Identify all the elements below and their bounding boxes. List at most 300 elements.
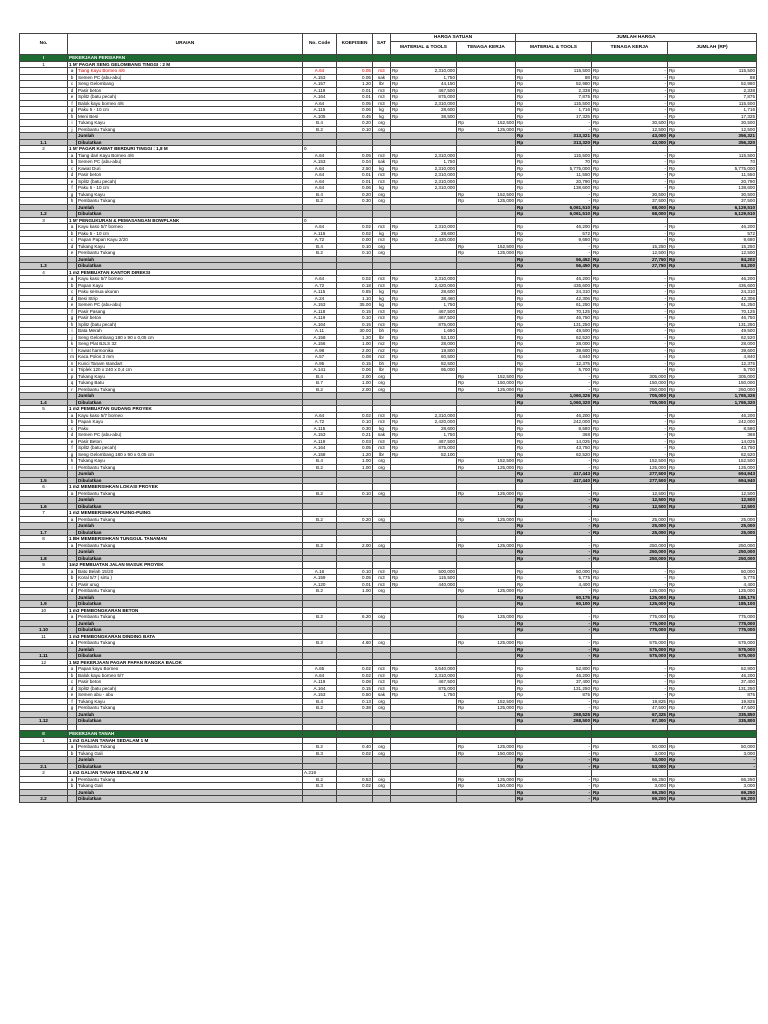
amount: 125,000 bbox=[649, 464, 666, 470]
item-description: Pasir Beton bbox=[77, 438, 303, 445]
currency-label: Rp bbox=[392, 451, 398, 457]
amount: 775,000 bbox=[649, 614, 666, 619]
item-code: A.98 bbox=[303, 347, 337, 354]
amount: 70 bbox=[749, 159, 756, 164]
currency-label: Rp bbox=[669, 438, 675, 444]
currency-label: Rp bbox=[593, 419, 599, 424]
currency-label: Rp bbox=[517, 692, 523, 697]
currency-label: Rp bbox=[517, 237, 523, 242]
amount: 30,500 bbox=[651, 120, 666, 125]
currency-label: Rp bbox=[593, 425, 599, 431]
amount: 12,500 bbox=[651, 250, 666, 255]
amount: 250,000 bbox=[738, 549, 756, 554]
currency-label: Rp bbox=[517, 776, 523, 782]
sub-jumlah bbox=[668, 601, 757, 608]
hs-tenaga bbox=[457, 588, 516, 595]
currency-label: Rp bbox=[517, 302, 523, 307]
currency-label: Rp bbox=[392, 185, 398, 190]
item-koefisien: 0.01 bbox=[337, 87, 373, 94]
item-code: B.4 bbox=[303, 698, 337, 705]
amount: 19,825 bbox=[740, 698, 756, 704]
amount: 43,750 bbox=[740, 445, 756, 450]
section-number: II bbox=[20, 731, 68, 738]
amount: 4,840 bbox=[578, 354, 590, 359]
amount: 37,400 bbox=[575, 679, 590, 684]
item-code: A.64 bbox=[303, 100, 337, 107]
item-description: Balok kayu borneo 4/6 bbox=[77, 100, 303, 107]
item-satuan: org bbox=[373, 490, 391, 497]
currency-label: Rp bbox=[669, 113, 675, 119]
group-number: 2 bbox=[20, 146, 68, 153]
sub-tenaga bbox=[592, 263, 668, 270]
currency-label: Rp bbox=[458, 126, 464, 132]
currency-label: Rp bbox=[517, 68, 523, 73]
item-koefisien: 0.10 bbox=[337, 490, 373, 497]
currency-label: Rp bbox=[392, 152, 398, 158]
item-letter: j bbox=[68, 126, 77, 133]
amount: 150,000 bbox=[738, 380, 756, 385]
currency-label: Rp bbox=[517, 568, 523, 574]
amount: 150,000 bbox=[497, 783, 514, 788]
currency-label: Rp bbox=[593, 477, 600, 483]
currency-label: Rp bbox=[517, 698, 523, 704]
item-satuan: kg bbox=[373, 165, 391, 172]
currency-label: Rp bbox=[669, 341, 675, 346]
amount: 12,500 bbox=[651, 490, 666, 496]
amount: - bbox=[664, 308, 666, 314]
amount: 4,400 bbox=[743, 581, 756, 587]
currency-label: Rp bbox=[669, 705, 675, 710]
amount: 84,200 bbox=[740, 263, 756, 268]
currency-label: Rp bbox=[458, 705, 464, 710]
currency-label: Rp bbox=[517, 425, 523, 431]
sub-number: 2.2 bbox=[20, 796, 68, 803]
item-code: A.158 bbox=[303, 334, 337, 341]
amount: 2,310,000 bbox=[434, 224, 455, 229]
amount: 84,202 bbox=[740, 256, 756, 262]
currency-label: Rp bbox=[593, 451, 599, 457]
currency-label: Rp bbox=[593, 373, 599, 379]
item-code: A.115 bbox=[303, 230, 337, 237]
jh-tenaga-header: TENAGA KERJA bbox=[592, 42, 668, 55]
currency-label: Rp bbox=[517, 120, 523, 125]
amount: 17,325 bbox=[575, 113, 590, 119]
amount: 50,000 bbox=[740, 744, 756, 749]
item-koefisien: 0.02 bbox=[337, 412, 373, 419]
amount: 43,750 bbox=[575, 445, 590, 450]
amount: 152,500 bbox=[497, 698, 514, 704]
item-description: Pasir Pasang bbox=[77, 308, 303, 315]
amount: 417,443 bbox=[573, 471, 590, 476]
amount: 250,000 bbox=[649, 542, 666, 548]
currency-label: Rp bbox=[517, 588, 523, 593]
currency-label: Rp bbox=[669, 711, 676, 717]
item-koefisien: 0.02 bbox=[337, 230, 373, 237]
sub-jumlah bbox=[668, 718, 757, 725]
item-satuan: m3 bbox=[373, 685, 391, 692]
amount: 19,800 bbox=[440, 347, 455, 353]
currency-label: Rp bbox=[593, 471, 600, 476]
amount: 2,310,000 bbox=[434, 172, 455, 177]
currency-label: Rp bbox=[593, 685, 599, 691]
currency-label: Rp bbox=[517, 490, 523, 496]
group-number: 12 bbox=[20, 659, 68, 666]
currency-label: Rp bbox=[517, 620, 524, 626]
item-description: Tukang Batu bbox=[77, 380, 303, 387]
sub-label: Dibulatkan bbox=[77, 555, 303, 562]
item-satuan: kg bbox=[373, 302, 391, 309]
currency-label: Rp bbox=[593, 126, 599, 132]
item-koefisien: 0.05 bbox=[337, 575, 373, 582]
currency-label: Rp bbox=[517, 159, 523, 164]
currency-label: Rp bbox=[593, 516, 599, 522]
amount: 50,000 bbox=[575, 568, 590, 574]
currency-label: Rp bbox=[593, 438, 599, 444]
group-title: 1 BH MEMBERSIHKAN TUNGGUL TANAMAN bbox=[68, 536, 303, 543]
currency-label: Rp bbox=[517, 757, 524, 762]
item-letter: o bbox=[68, 367, 77, 374]
amount: 69,250 bbox=[651, 789, 666, 795]
item-description: Semen abu - abu bbox=[77, 692, 303, 699]
item-letter: a bbox=[68, 516, 77, 523]
currency-label: Rp bbox=[669, 152, 675, 158]
amount: 46,200 bbox=[575, 412, 590, 418]
currency-label: Rp bbox=[593, 185, 599, 190]
currency-label: Rp bbox=[392, 419, 398, 424]
item-satuan: org bbox=[373, 744, 391, 751]
item-description: Pembantu Tukang bbox=[77, 744, 303, 751]
currency-label: Rp bbox=[517, 432, 523, 437]
amount: - bbox=[664, 445, 666, 450]
currency-label: Rp bbox=[669, 685, 675, 691]
hs-tenaga bbox=[457, 640, 516, 647]
item-letter: p bbox=[68, 373, 77, 380]
currency-label: Rp bbox=[392, 432, 398, 437]
currency-label: Rp bbox=[392, 276, 398, 281]
amount: 28,000 bbox=[740, 341, 756, 346]
item-description: Pembantu Tukang bbox=[77, 386, 303, 393]
currency-label: Rp bbox=[669, 445, 675, 450]
currency-label: Rp bbox=[517, 133, 524, 138]
sub-number: 1.2 bbox=[20, 211, 68, 218]
item-satuan: m3 bbox=[373, 178, 391, 185]
amount: 8,580 bbox=[578, 425, 590, 431]
currency-label: Rp bbox=[593, 581, 599, 587]
item-code: A.16 bbox=[303, 568, 337, 575]
currency-label: Rp bbox=[593, 81, 599, 86]
currency-label: Rp bbox=[517, 575, 523, 580]
item-code: A.64 bbox=[303, 224, 337, 231]
currency-label: Rp bbox=[392, 438, 398, 444]
item-koefisien: 1.20 bbox=[337, 81, 373, 88]
amount: 46,750 bbox=[575, 315, 590, 320]
currency-label: Rp bbox=[593, 360, 599, 366]
currency-label: Rp bbox=[458, 490, 464, 496]
currency-label: Rp bbox=[669, 230, 675, 236]
jh-material-header: MATERIAL & TOOLS bbox=[516, 42, 592, 55]
item-koefisien: 2.00 bbox=[337, 386, 373, 393]
amount: - bbox=[588, 503, 590, 509]
currency-label: Rp bbox=[669, 373, 675, 379]
amount: 2,310,000 bbox=[434, 100, 455, 106]
amount: 435,600 bbox=[738, 282, 756, 288]
currency-label: Rp bbox=[669, 126, 675, 132]
item-letter: a bbox=[68, 276, 77, 283]
amount: 268,500 bbox=[573, 718, 590, 723]
item-code: A.119 bbox=[303, 679, 337, 686]
currency-label: Rp bbox=[392, 295, 398, 301]
currency-label: Rp bbox=[517, 503, 524, 509]
item-satuan: m3 bbox=[373, 445, 391, 452]
item-letter: n bbox=[68, 360, 77, 367]
currency-label: Rp bbox=[392, 113, 398, 119]
amount: 115,500 bbox=[438, 575, 455, 580]
amount: - bbox=[664, 87, 666, 93]
item-koefisien: 0.18 bbox=[337, 282, 373, 289]
amount: 43,000 bbox=[651, 133, 666, 138]
amount: 138,600 bbox=[573, 185, 590, 190]
group-title: 1 m2 PEMBUATAN GUDANG PROYEK bbox=[68, 406, 303, 413]
amount: 82,500 bbox=[440, 360, 455, 366]
item-letter: c bbox=[68, 237, 77, 244]
item-code: A.64 bbox=[303, 178, 337, 185]
item-satuan: m2 bbox=[373, 341, 391, 348]
currency-label: Rp bbox=[669, 263, 676, 268]
item-letter: d bbox=[68, 87, 77, 94]
group-number: 3 bbox=[20, 217, 68, 224]
amount: 467,500 bbox=[438, 438, 455, 444]
amount: 6,061,510 bbox=[569, 204, 590, 210]
amount: - bbox=[588, 789, 590, 795]
item-description: Splitz (batu pecah) bbox=[77, 445, 303, 452]
item-code: A.156 bbox=[303, 341, 337, 348]
amount: - bbox=[664, 94, 666, 99]
currency-label: Rp bbox=[669, 549, 676, 554]
currency-label: Rp bbox=[593, 542, 599, 548]
currency-label: Rp bbox=[593, 750, 599, 756]
amount: 125,000 bbox=[497, 614, 514, 619]
currency-label: Rp bbox=[593, 250, 599, 255]
amount: 250,000 bbox=[649, 555, 666, 561]
currency-label: Rp bbox=[593, 445, 599, 450]
amount: 277,500 bbox=[649, 477, 666, 483]
currency-label: Rp bbox=[669, 679, 675, 684]
amount: 1,650 bbox=[443, 328, 455, 333]
item-code: B.2 bbox=[303, 250, 337, 257]
item-code: A.164 bbox=[303, 94, 337, 101]
item-description: Bata Merah bbox=[77, 328, 303, 335]
item-letter: d bbox=[68, 172, 77, 179]
item-satuan: m3 bbox=[373, 419, 391, 426]
hs-material bbox=[391, 640, 457, 647]
sub-jumlah bbox=[668, 555, 757, 562]
amount: 12,500 bbox=[740, 126, 756, 132]
amount: - bbox=[664, 295, 666, 301]
item-koefisien: 1.00 bbox=[337, 464, 373, 471]
item-satuan: org bbox=[373, 250, 391, 257]
currency-label: Rp bbox=[392, 87, 398, 93]
item-code: A.57 bbox=[303, 354, 337, 361]
amount: - bbox=[664, 679, 666, 684]
currency-label: Rp bbox=[593, 204, 600, 210]
group-code: 0 bbox=[303, 146, 337, 153]
hs-tenaga bbox=[457, 783, 516, 790]
currency-label: Rp bbox=[392, 165, 398, 171]
currency-label: Rp bbox=[517, 594, 524, 600]
amount: 43,000 bbox=[651, 139, 666, 145]
item-koefisien: 0.30 bbox=[337, 425, 373, 432]
group-number: 11 bbox=[20, 633, 68, 640]
item-description: Semen PC (abu-abu) bbox=[77, 74, 303, 81]
item-letter: e bbox=[68, 438, 77, 445]
currency-label: Rp bbox=[458, 386, 464, 392]
item-description: Kunci Tanam standart bbox=[77, 360, 303, 367]
amount: 14,025 bbox=[575, 438, 590, 444]
item-code: A.64 bbox=[303, 185, 337, 192]
currency-label: Rp bbox=[593, 601, 600, 606]
sub-tenaga bbox=[592, 529, 668, 536]
currency-label: Rp bbox=[669, 276, 675, 281]
sub-number: 1.9 bbox=[20, 601, 68, 608]
amount: 11,550 bbox=[741, 172, 756, 177]
amount: 305,000 bbox=[738, 373, 756, 379]
group-title: 1 m2 MEMBERSIHKAN LOKASI PROYEK bbox=[68, 484, 303, 491]
currency-label: Rp bbox=[669, 295, 675, 301]
currency-label: Rp bbox=[392, 237, 398, 242]
item-letter: h bbox=[68, 113, 77, 120]
currency-label: Rp bbox=[392, 692, 398, 697]
amount: 50,000 bbox=[740, 568, 756, 574]
item-koefisien: 0.40 bbox=[337, 744, 373, 751]
currency-label: Rp bbox=[593, 458, 599, 463]
item-description: Kawat Duri bbox=[77, 165, 303, 172]
amount: - bbox=[664, 328, 666, 333]
item-code: A.164 bbox=[303, 685, 337, 692]
item-code: A.64 bbox=[303, 672, 337, 679]
item-description: Pasir beton bbox=[77, 87, 303, 94]
item-letter: i bbox=[68, 120, 77, 127]
hs-tenaga bbox=[457, 386, 516, 393]
item-satuan: sak bbox=[373, 159, 391, 166]
amount: - bbox=[664, 185, 666, 190]
currency-label: Rp bbox=[669, 367, 675, 372]
currency-label: Rp bbox=[392, 282, 398, 288]
group-code: A.219 bbox=[303, 770, 337, 777]
currency-label: Rp bbox=[458, 516, 464, 522]
item-satuan: lbr bbox=[373, 334, 391, 341]
amount: 575,000 bbox=[649, 640, 666, 645]
amount: 47,500 bbox=[651, 705, 666, 710]
hs-material bbox=[391, 126, 457, 133]
amount: 2,310,000 bbox=[434, 276, 455, 281]
currency-label: Rp bbox=[517, 750, 523, 756]
rab-sheet bbox=[19, 33, 756, 803]
amount: 15,250 bbox=[651, 243, 666, 249]
sub-jumlah bbox=[668, 399, 757, 406]
amount: 70,125 bbox=[575, 308, 590, 314]
currency-label: Rp bbox=[593, 256, 600, 262]
amount: 705,000 bbox=[649, 399, 666, 405]
currency-label: Rp bbox=[517, 549, 524, 554]
currency-label: Rp bbox=[593, 588, 599, 593]
amount: 1,060,326 bbox=[569, 393, 590, 398]
amount: - bbox=[588, 783, 590, 788]
item-code: B.2 bbox=[303, 198, 337, 205]
currency-label: Rp bbox=[593, 302, 599, 307]
currency-label: Rp bbox=[458, 464, 464, 470]
group-title: 1 M' PAGAR KAWAT BERDURI TINGGI : 1,8 M bbox=[68, 146, 303, 153]
item-satuan: m3 bbox=[373, 321, 391, 328]
amount: 11,550 bbox=[576, 172, 590, 177]
item-letter: b bbox=[68, 750, 77, 757]
item-description: Papan Kayu bbox=[77, 282, 303, 289]
amount: 46,200 bbox=[575, 672, 590, 678]
amount: - bbox=[664, 321, 666, 327]
currency-label: Rp bbox=[669, 302, 675, 307]
amount: 37,500 bbox=[651, 198, 666, 203]
amount: 12,500 bbox=[651, 503, 666, 509]
hs-material bbox=[391, 386, 457, 393]
amount: - bbox=[588, 529, 590, 535]
currency-label: Rp bbox=[593, 698, 599, 704]
item-code: B.2 bbox=[303, 490, 337, 497]
currency-label: Rp bbox=[517, 711, 524, 717]
amount: 152,500 bbox=[738, 458, 756, 463]
amount: 2,310,000 bbox=[434, 68, 455, 73]
currency-label: Rp bbox=[593, 282, 599, 288]
amount: 12,375 bbox=[575, 360, 590, 366]
item-description: Pasir beton bbox=[77, 679, 303, 686]
amount: 25,000 bbox=[651, 516, 666, 522]
sub-number: 1.5 bbox=[20, 477, 68, 484]
currency-label: Rp bbox=[669, 87, 675, 93]
amount: 62,520 bbox=[575, 334, 590, 340]
item-code: A.153 bbox=[303, 302, 337, 309]
currency-label: Rp bbox=[593, 497, 600, 502]
currency-label: Rp bbox=[392, 412, 398, 418]
currency-label: Rp bbox=[669, 191, 675, 197]
amount: 46,200 bbox=[740, 672, 756, 678]
amount: 60,500 bbox=[440, 354, 455, 359]
currency-label: Rp bbox=[669, 354, 675, 359]
amount: - bbox=[588, 555, 590, 561]
currency-label: Rp bbox=[669, 224, 675, 229]
currency-label: Rp bbox=[392, 347, 398, 353]
item-letter: i bbox=[68, 464, 77, 471]
item-satuan: lbr bbox=[373, 367, 391, 374]
sub-label: Jumlah bbox=[77, 204, 303, 211]
item-koefisien: 0.03 bbox=[337, 438, 373, 445]
sub-material bbox=[516, 399, 592, 406]
hs-tenaga bbox=[457, 542, 516, 549]
item-satuan: m3 bbox=[373, 224, 391, 231]
amount: - bbox=[664, 178, 666, 184]
amount: - bbox=[664, 360, 666, 366]
amount: - bbox=[664, 289, 666, 294]
sub-label: Dibulatkan bbox=[77, 718, 303, 725]
amount: - bbox=[664, 672, 666, 678]
currency-label: Rp bbox=[593, 107, 599, 112]
amount: - bbox=[664, 159, 666, 164]
amount: 5,775,000 bbox=[569, 165, 590, 171]
item-description: Pasir beton bbox=[77, 172, 303, 179]
currency-label: Rp bbox=[458, 588, 464, 593]
cost-table bbox=[19, 33, 757, 803]
amount: 268,525 bbox=[573, 711, 590, 717]
hs-tenaga bbox=[457, 614, 516, 621]
sub-label: Dibulatkan bbox=[77, 601, 303, 608]
hs-material bbox=[391, 250, 457, 257]
